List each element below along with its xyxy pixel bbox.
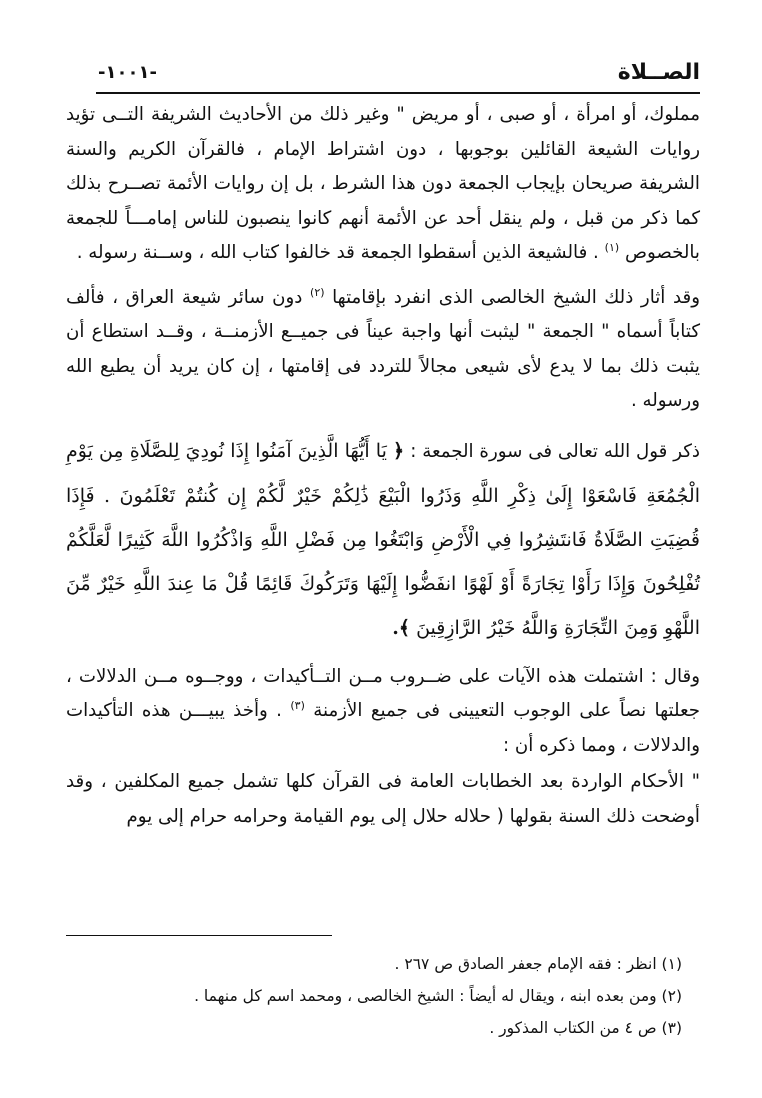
quran-close-bracket: ﴾.: [392, 616, 411, 639]
paragraph-4: [66, 660, 700, 764]
quran-open-bracket: ﴿: [393, 439, 405, 462]
footnote-divider: [66, 935, 332, 936]
footnote-3: (٣) ص ٤ من الكتاب المذكور .: [489, 1019, 682, 1037]
quran-verse: يَا أَيُّهَا الَّذِينَ آمَنُوا إِذَا نُودِيَ لِلصَّلَاةِ مِن يَوْمِ الْجُمُعَةِ فَاسْعَوْا إِلَىٰ ذِكْرِ اللَّهِ وَذَرُوا الْبَيْعَ ذَٰلِكُمْ خَيْرٌ لَّكُمْ إِن كُنتُمْ تَعْلَمُونَ . فَإِذَا قُضِيَتِ الصَّلَاةُ فَانتَشِرُوا فِي الْأَرْضِ وَابْتَغُوا مِن فَضْلِ اللَّهِ وَاذْكُرُوا اللَّهَ كَثِيرًا لَّعَلَّكُمْ تُفْلِحُونَ وَإِذَا رَأَوْا تِجَارَةً أَوْ لَهْوًا انفَضُّوا إِلَيْهَا وَتَرَكُوكَ قَائِمًا قُلْ مَا عِندَ اللَّهِ خَيْرٌ مِّنَ اللَّهْوِ وَمِنَ التِّجَارَةِ وَاللَّهُ خَيْرُ الرَّازِقِينَ: [66, 439, 700, 639]
page-header: [96, 58, 700, 94]
paragraph-2: [66, 281, 700, 419]
page-body: [66, 98, 700, 834]
quran-paragraph: [66, 429, 700, 650]
paragraph-5: [66, 765, 700, 834]
paragraph-2-text: وقد أثار ذلك الشيخ الخالصى الذى انفرد بإقامتها: [332, 286, 700, 308]
paragraph-4-text: وقال : اشتملت هذه الآيات على ضــروب مــن التــأكيدات ، ووجــوه مــن الدلالات ، جعلتها نصاً على الوجوب التعيينى فى جميع الأزمنة: [66, 665, 700, 721]
paragraph-5-text: " الأحكام الواردة بعد الخطابات العامة فى القرآن كلها تشمل جميع المكلفين ، وقد أوضحت ذلك السنة بقولها ( حلاله حلال إلى يوم القيامة وحرامه حرام إلى يوم: [66, 771, 700, 827]
chapter-title: الصــلاة: [617, 60, 700, 85]
footnote-1: (١) انظر : فقه الإمام جعفر الصادق ص ٢٦٧ .: [394, 955, 682, 973]
footnote-ref-1: (١): [604, 240, 620, 254]
paragraph-1-text: مملوك، أو امرأة ، أو صبى ، أو مريض " وغير ذلك من الأحاديث الشريفة التــى تؤيد روايات الشيعة القائلين بوجوبها ، دون اشتراط الإمام ، فالقرآن الكريم والسنة الشريفة صريحان بإيجاب الجمعة دون هذا الشرط ، بل إن روايات الأئمة تصــرح بذلك كما ذكر من قبل ، ولم ينقل أحد عن الأئمة أنهم كانوا ينصبون للناس إمامـــاً للجمعة بالخصوص: [66, 104, 700, 263]
quran-intro: ذكر قول الله تعالى فى سورة الجمعة :: [410, 440, 700, 462]
footnote-2: (٢) ومن بعده ابنه ، ويقال له أيضاً : الشيخ الخالصى ، ومحمد اسم كل منهما .: [194, 987, 682, 1005]
paragraph-1-text-end: . فالشيعة الذين أسقطوا الجمعة قد خالفوا كتاب الله ، وســنة رسوله .: [76, 242, 599, 263]
page-number: -١٠٠١-: [98, 62, 157, 83]
footnote-ref-2: (٢): [310, 285, 325, 299]
footnotes: [100, 948, 682, 1044]
paragraph-4-text-end: . وأخذ يبيـــن هذه التأكيدات والدلالات ، ومما ذكره أن :: [66, 700, 700, 756]
paragraph-2-text-end: دون سائر شيعة العراق ، فألف كتاباً أسماه " الجمعة " ليثبت أنها واجبة عيناً فى جميــع الأزمنــة ، وقــد استطاع أن يثبت ذلك بما لا يدع لأى شيعى مجالاً للتردد فى إقامتها ، إن كان يريد أن يطيع الله ورسوله .: [66, 286, 700, 411]
footnote-ref-3: (٣): [290, 698, 305, 712]
paragraph-1: [66, 98, 700, 271]
